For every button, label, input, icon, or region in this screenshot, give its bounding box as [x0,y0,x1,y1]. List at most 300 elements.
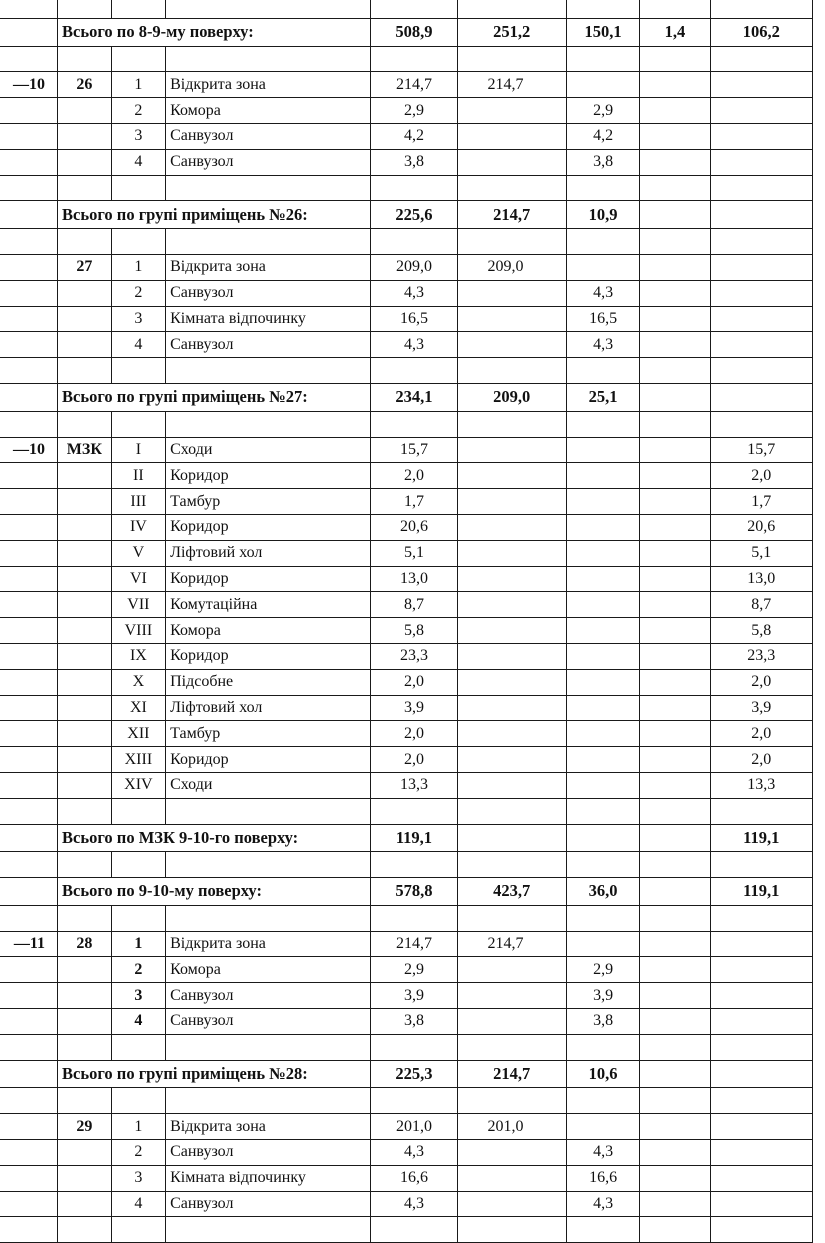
area-value-cell [457,514,566,540]
table-row [0,72,813,98]
table-row-blank [0,798,813,824]
group-cell [58,332,112,358]
empty-cell [457,175,566,201]
area-value-cell [457,98,566,124]
area-value-cell [710,1191,813,1217]
total-value [640,1060,710,1088]
room-name-cell: Комора [166,618,371,644]
table-row [0,514,813,540]
area-value-cell: 214,7 [457,72,566,98]
empty-cell [166,852,371,878]
room-name-cell: Ліфтовий хол [166,695,371,721]
table-row-blank [0,1217,813,1243]
table-row-blank [0,229,813,255]
empty-cell [0,852,58,878]
area-value-cell [640,1140,710,1166]
area-value-cell: 8,7 [371,592,457,618]
room-name-cell: Підсобне [166,669,371,695]
room-name-cell: Санвузол [166,149,371,175]
floor-cell: —10 [0,437,58,463]
room-name-cell: Комора [166,98,371,124]
floor-cell [0,1009,58,1035]
area-value-cell: 2,0 [371,463,457,489]
area-value-cell [457,280,566,306]
empty-cell [566,175,640,201]
floor-cell [0,957,58,983]
room-number-cell: 1 [111,72,165,98]
room-number-cell: 4 [111,1009,165,1035]
room-number-cell: X [111,669,165,695]
empty-cell [58,46,112,72]
empty-cell [0,18,58,46]
floor-cell [0,514,58,540]
area-value-cell: 3,8 [566,149,640,175]
area-value-cell: 15,7 [710,437,813,463]
area-value-cell [566,747,640,773]
area-value-cell [710,931,813,957]
empty-cell [58,0,112,18]
room-name-cell: Сходи [166,772,371,798]
empty-cell [566,798,640,824]
empty-cell [166,1088,371,1114]
room-number-cell: VI [111,566,165,592]
area-value-cell: 3,9 [710,695,813,721]
empty-cell [58,175,112,201]
table-row [0,149,813,175]
empty-cell [566,46,640,72]
area-value-cell: 4,3 [566,1140,640,1166]
area-value-cell [566,592,640,618]
total-label: Всього по МЗК 9-10-го поверху: [58,824,371,852]
empty-cell [111,1217,165,1243]
table-row [0,566,813,592]
floor-cell [0,695,58,721]
area-value-cell: 16,5 [371,306,457,332]
empty-cell [111,905,165,931]
table-row [0,721,813,747]
area-value-cell [457,149,566,175]
total-value [640,201,710,229]
area-value-cell [640,254,710,280]
area-value-cell [566,514,640,540]
table-row-total [0,383,813,411]
area-value-cell: 13,3 [710,772,813,798]
floor-cell [0,566,58,592]
area-value-cell: 1,7 [710,489,813,515]
area-value-cell: 8,7 [710,592,813,618]
empty-cell [371,229,457,255]
total-value: 423,7 [457,878,566,906]
area-value-cell: 2,9 [566,98,640,124]
table-row-blank [0,0,813,18]
group-cell: 27 [58,254,112,280]
area-value-cell: 15,7 [371,437,457,463]
empty-cell [457,358,566,384]
group-cell [58,669,112,695]
room-number-cell: 3 [111,1165,165,1191]
area-value-cell [640,721,710,747]
area-value-cell [640,747,710,773]
area-value-cell: 4,2 [371,123,457,149]
room-name-cell: Коридор [166,463,371,489]
area-value-cell [710,1009,813,1035]
area-value-cell: 201,0 [371,1114,457,1140]
area-value-cell: 209,0 [457,254,566,280]
room-number-cell: I [111,437,165,463]
total-label: Всього по групі приміщень №28: [58,1060,371,1088]
empty-cell [0,824,58,852]
room-number-cell: 1 [111,1114,165,1140]
area-value-cell: 4,2 [566,123,640,149]
empty-cell [457,1217,566,1243]
total-value: 36,0 [566,878,640,906]
area-value-cell [640,437,710,463]
table-row-blank [0,358,813,384]
empty-cell [0,1060,58,1088]
area-value-cell [457,566,566,592]
empty-cell [640,358,710,384]
group-cell [58,280,112,306]
group-cell [58,772,112,798]
area-value-cell: 4,3 [371,1140,457,1166]
table-row [0,747,813,773]
area-value-cell [457,747,566,773]
table-row [0,957,813,983]
area-value-cell [457,463,566,489]
area-value-cell [566,72,640,98]
group-cell: 29 [58,1114,112,1140]
table-row [0,463,813,489]
area-value-cell: 20,6 [710,514,813,540]
empty-cell [710,1034,813,1060]
area-value-cell [457,957,566,983]
empty-cell [457,852,566,878]
room-name-cell: Комора [166,957,371,983]
area-value-cell: 2,0 [371,669,457,695]
floor-cell: —11 [0,931,58,957]
floor-cell [0,463,58,489]
table-row-total [0,1060,813,1088]
area-value-cell: 23,3 [710,643,813,669]
table-row-total [0,824,813,852]
empty-cell [566,0,640,18]
empty-cell [710,46,813,72]
floor-cell [0,772,58,798]
empty-cell [640,411,710,437]
area-value-cell [640,1191,710,1217]
table-row [0,931,813,957]
area-value-cell: 4,3 [566,280,640,306]
area-value-cell: 13,0 [710,566,813,592]
total-value [710,383,813,411]
empty-cell [0,0,58,18]
empty-cell [457,411,566,437]
floor-cell [0,1191,58,1217]
area-value-cell [457,592,566,618]
area-value-cell: 201,0 [457,1114,566,1140]
area-value-cell [566,566,640,592]
empty-cell [566,229,640,255]
area-value-cell [640,540,710,566]
area-value-cell [566,463,640,489]
area-value-cell [566,1114,640,1140]
empty-cell [58,852,112,878]
area-value-cell [640,72,710,98]
table-row-blank [0,46,813,72]
group-cell [58,149,112,175]
empty-cell [566,411,640,437]
empty-cell [457,1034,566,1060]
empty-cell [58,411,112,437]
area-value-cell: 4,3 [371,332,457,358]
empty-cell [166,1034,371,1060]
empty-cell [111,411,165,437]
area-value-cell: 23,3 [371,643,457,669]
total-value: 209,0 [457,383,566,411]
area-value-cell [640,957,710,983]
group-cell [58,695,112,721]
room-name-cell: Кімната відпочинку [166,306,371,332]
empty-cell [566,1088,640,1114]
total-label: Всього по 8-9-му поверху: [58,18,371,46]
area-value-cell [566,540,640,566]
area-value-cell: 2,9 [371,98,457,124]
empty-cell [58,229,112,255]
table-row-blank [0,905,813,931]
empty-cell [166,798,371,824]
area-value-cell: 2,0 [710,721,813,747]
area-value-cell: 2,0 [710,747,813,773]
empty-cell [0,798,58,824]
area-value-cell [640,98,710,124]
group-cell [58,1191,112,1217]
empty-cell [111,1088,165,1114]
area-value-cell [457,437,566,463]
empty-cell [58,1034,112,1060]
area-value-cell: 5,8 [371,618,457,644]
empty-cell [0,878,58,906]
area-value-cell [457,695,566,721]
area-value-cell [457,540,566,566]
empty-cell [457,46,566,72]
table-row [0,540,813,566]
floor-cell [0,643,58,669]
total-value: 150,1 [566,18,640,46]
area-value-cell: 209,0 [371,254,457,280]
group-cell [58,98,112,124]
empty-cell [0,1217,58,1243]
room-name-cell: Тамбур [166,489,371,515]
area-value-cell [640,772,710,798]
room-name-cell: Сходи [166,437,371,463]
table-row [0,772,813,798]
empty-cell [166,1217,371,1243]
area-value-cell [710,149,813,175]
area-value-cell [640,514,710,540]
area-value-cell [640,695,710,721]
empty-cell [166,229,371,255]
empty-cell [640,905,710,931]
empty-cell [166,0,371,18]
table-row [0,669,813,695]
room-number-cell: V [111,540,165,566]
room-number-cell: XIII [111,747,165,773]
room-number-cell: 3 [111,983,165,1009]
table-row [0,1165,813,1191]
group-cell [58,489,112,515]
area-value-cell: 4,3 [371,1191,457,1217]
group-cell [58,566,112,592]
area-value-cell [457,669,566,695]
room-number-cell: 4 [111,332,165,358]
table-row-blank [0,852,813,878]
table-row [0,1114,813,1140]
area-value-cell [710,72,813,98]
empty-cell [710,0,813,18]
area-value-cell [457,1165,566,1191]
area-value-cell: 16,6 [566,1165,640,1191]
area-value-cell: 3,9 [371,695,457,721]
empty-cell [710,229,813,255]
room-number-cell: IX [111,643,165,669]
area-value-cell [710,254,813,280]
area-value-cell [566,669,640,695]
group-cell [58,747,112,773]
area-value-cell: 3,8 [566,1009,640,1035]
area-value-cell [640,1114,710,1140]
area-value-cell [640,489,710,515]
table-row [0,254,813,280]
empty-cell [710,1088,813,1114]
room-number-cell: II [111,463,165,489]
area-value-cell [710,983,813,1009]
room-name-cell: Комутаційна [166,592,371,618]
room-number-cell: 4 [111,149,165,175]
empty-cell [0,175,58,201]
group-cell [58,643,112,669]
area-value-cell: 3,8 [371,1009,457,1035]
empty-cell [371,0,457,18]
group-cell: МЗК [58,437,112,463]
floor-cell: —10 [0,72,58,98]
area-value-cell [710,123,813,149]
table-row [0,306,813,332]
empty-cell [710,358,813,384]
empty-cell [58,1088,112,1114]
area-value-cell [566,437,640,463]
area-value-cell: 16,5 [566,306,640,332]
table-row [0,1140,813,1166]
empty-cell [640,798,710,824]
group-cell [58,1165,112,1191]
area-value-cell [566,489,640,515]
area-value-cell: 13,0 [371,566,457,592]
area-value-cell: 3,8 [371,149,457,175]
room-number-cell: XI [111,695,165,721]
area-value-cell [640,1009,710,1035]
room-number-cell: VII [111,592,165,618]
room-name-cell: Ліфтовий хол [166,540,371,566]
empty-cell [640,0,710,18]
empty-cell [457,798,566,824]
room-number-cell: 1 [111,931,165,957]
room-name-cell: Санвузол [166,1009,371,1035]
floor-cell [0,1165,58,1191]
room-number-cell: 3 [111,306,165,332]
group-cell [58,514,112,540]
area-value-cell [710,957,813,983]
area-value-cell [457,618,566,644]
total-value: 214,7 [457,1060,566,1088]
group-cell [58,123,112,149]
total-value: 508,9 [371,18,457,46]
area-value-cell [457,772,566,798]
empty-cell [566,852,640,878]
empty-cell [566,905,640,931]
empty-cell [457,1088,566,1114]
area-value-cell [640,332,710,358]
room-name-cell: Відкрита зона [166,72,371,98]
empty-cell [111,0,165,18]
table-row [0,618,813,644]
floor-cell [0,721,58,747]
empty-cell [710,905,813,931]
total-value [710,1060,813,1088]
floor-cell [0,1140,58,1166]
area-value-cell [640,566,710,592]
table-row [0,592,813,618]
area-value-cell [457,1140,566,1166]
table-row-blank [0,1088,813,1114]
group-cell [58,540,112,566]
floor-cell [0,332,58,358]
empty-cell [371,175,457,201]
area-value-cell [566,618,640,644]
area-value-cell [640,149,710,175]
group-cell: 26 [58,72,112,98]
empty-cell [58,358,112,384]
table-row-blank [0,411,813,437]
floor-cell [0,618,58,644]
empty-cell [640,46,710,72]
table-row [0,1191,813,1217]
total-value: 214,7 [457,201,566,229]
table-row [0,983,813,1009]
room-number-cell: 1 [111,254,165,280]
area-value-cell [710,306,813,332]
floor-cell [0,592,58,618]
area-value-cell [457,983,566,1009]
area-value-cell [640,463,710,489]
table-row [0,643,813,669]
floor-cell [0,1114,58,1140]
empty-cell [111,358,165,384]
area-value-cell: 2,0 [710,669,813,695]
area-value-cell: 5,1 [371,540,457,566]
floor-cell [0,98,58,124]
area-value-cell [640,931,710,957]
room-name-cell: Санвузол [166,983,371,1009]
total-value: 106,2 [710,18,813,46]
empty-cell [710,798,813,824]
empty-cell [371,411,457,437]
empty-cell [457,0,566,18]
area-value-cell [710,1140,813,1166]
group-cell [58,1009,112,1035]
room-name-cell: Санвузол [166,123,371,149]
room-name-cell: Тамбур [166,721,371,747]
area-value-cell [640,592,710,618]
